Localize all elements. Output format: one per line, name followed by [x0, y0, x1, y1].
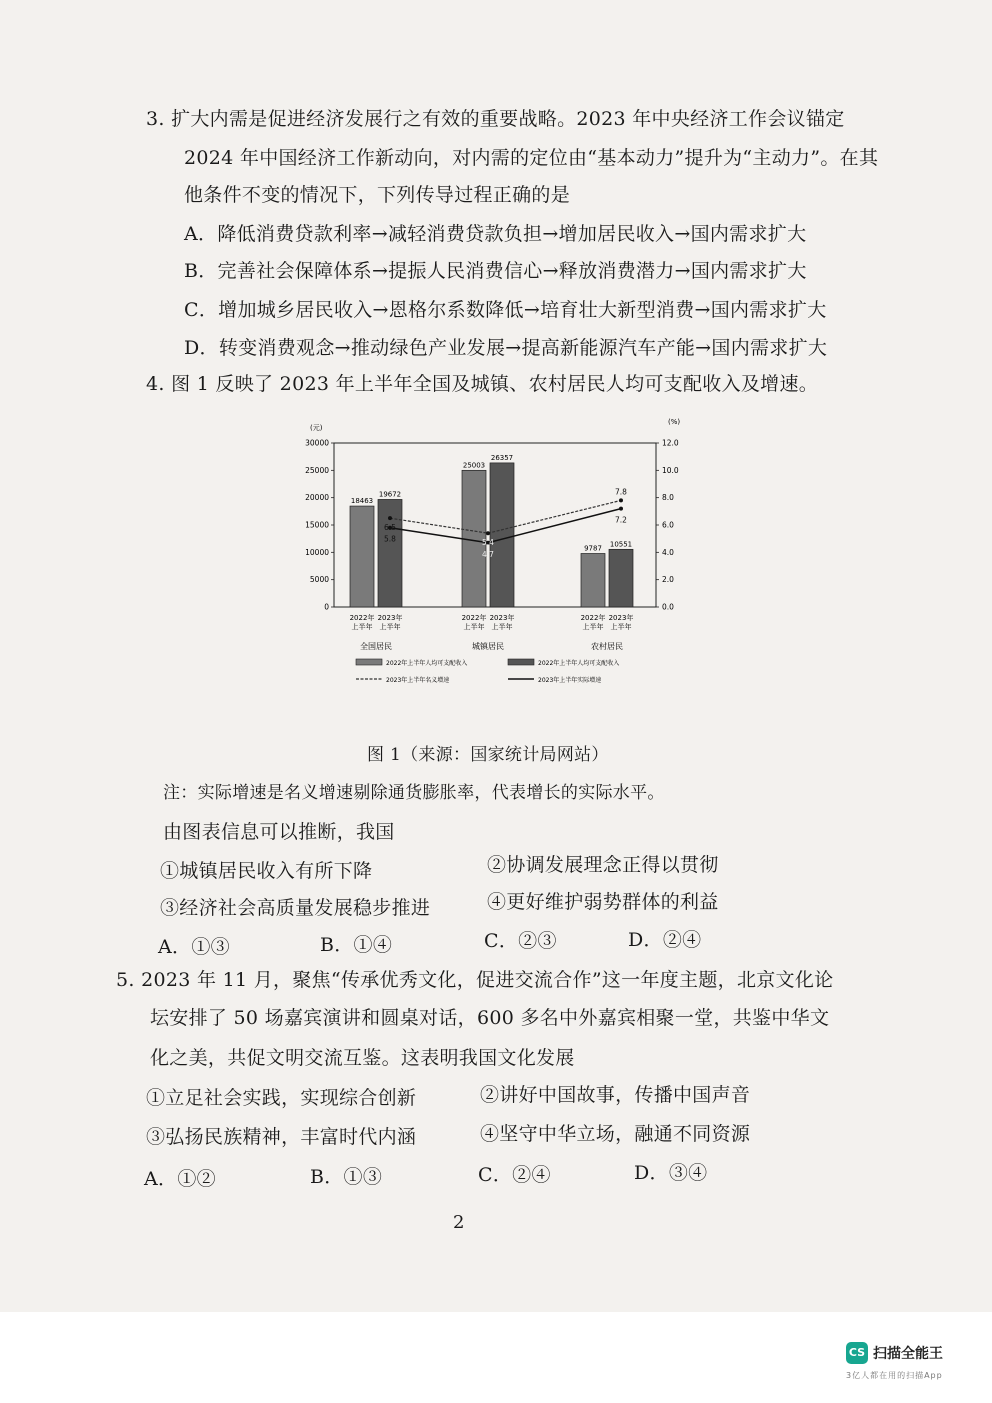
income-bar: [490, 463, 514, 607]
left-axis-tick-label: 25000: [305, 465, 329, 475]
q4-item-1: ①城镇居民收入有所下降: [160, 860, 373, 882]
growth-point: [486, 531, 490, 535]
bar-half-year-label: 上半年: [582, 623, 604, 631]
q4-answer-a: A．①③: [158, 936, 230, 958]
q3-stem-line-1: 3. 扩大内需是促进经济发展行之有效的重要战略。2023 年中央经济工作会议锚定: [146, 108, 845, 130]
bar-value-label: 9787: [584, 544, 602, 553]
q4-item-4: ④更好维护弱势群体的利益: [487, 891, 719, 913]
group-label: 全国居民: [360, 642, 392, 651]
growth-value-label: 6.5: [384, 523, 396, 533]
group-label: 农村居民: [591, 642, 623, 651]
q5-answer-d: D．③④: [634, 1162, 708, 1184]
right-axis-unit: (%): [668, 418, 681, 426]
income-bar: [581, 553, 605, 607]
q5-item-3: ③弘扬民族精神，丰富时代内涵: [146, 1126, 417, 1148]
q4-item-3: ③经济社会高质量发展稳步推进: [160, 897, 431, 919]
right-axis-tick-label: 6.0: [662, 520, 674, 530]
bar-year-label: 2022年: [461, 614, 487, 622]
scanner-tagline: 3亿人都在用的扫描App: [846, 1371, 943, 1380]
q4-answer-b: B．①④: [320, 934, 393, 956]
legend-label-2022: 2022年上半年人均可支配收入: [386, 660, 468, 667]
legend-label-2023: 2022年上半年人均可支配收入: [538, 660, 620, 667]
group-label: 城镇居民: [472, 642, 504, 651]
income-bar: [609, 549, 633, 607]
income-bar: [350, 506, 374, 607]
legend-label-real: 2023年上半年实际增速: [538, 677, 602, 684]
legend-swatch-2023: [508, 659, 534, 665]
right-axis-tick-label: 12.0: [662, 438, 679, 448]
q5-stem-line-3: 化之美，共促文明交流互鉴。这表明我国文化发展: [150, 1047, 575, 1069]
bar-year-label: 2023年: [489, 614, 515, 622]
q4-answer-d: D．②④: [628, 929, 702, 951]
q3-option-d: D．转变消费观念→推动绿色产业发展→提高新能源汽车产能→国内需求扩大: [184, 337, 828, 359]
q3-option-c: C．增加城乡居民收入→恩格尔系数降低→培育壮大新型消费→国内需求扩大: [184, 299, 827, 321]
scanner-app-name: 扫描全能王: [873, 1346, 943, 1362]
growth-point: [619, 507, 623, 511]
bar-value-label: 10551: [609, 540, 633, 549]
q5-answer-a: A．①②: [144, 1168, 216, 1190]
left-axis-ticks: [305, 439, 334, 612]
bar-year-label: 2022年: [580, 614, 606, 622]
q4-stem: 4. 图 1 反映了 2023 年上半年全国及城镇、农村居民人均可支配收入及增速。: [146, 373, 819, 395]
bar-half-year-label: 上半年: [463, 623, 485, 631]
right-axis-tick-label: 10.0: [662, 465, 679, 475]
figure-caption: 图 1（来源：国家统计局网站）: [367, 745, 609, 765]
bar-half-year-label: 上半年: [379, 623, 401, 631]
q4-prompt: 由图表信息可以推断，我国: [163, 821, 395, 843]
bar-value-label: 19672: [378, 490, 402, 499]
bar-value-label: 25003: [462, 461, 486, 470]
q5-stem-line-1: 5. 2023 年 11 月，聚焦“传承优秀文化，促进交流合作”这一年度主题，北京文化论: [116, 969, 834, 991]
bar-year-label: 2022年: [349, 614, 375, 622]
left-axis-unit: (元): [310, 424, 323, 432]
growth-value-label: 7.8: [615, 487, 627, 497]
right-axis-tick-label: 4.0: [662, 547, 674, 557]
legend-label-nominal: 2023年上半年名义增速: [386, 677, 450, 684]
left-axis-tick-label: 5000: [309, 575, 329, 585]
q3-option-a: A．降低消费贷款利率→减轻消费贷款负担→增加居民收入→国内需求扩大: [184, 223, 807, 245]
growth-value-label: 4.7: [482, 549, 494, 559]
q3-stem-line-3: 他条件不变的情况下，下列传导过程正确的是: [184, 184, 571, 206]
bar-half-year-label: 上半年: [610, 623, 632, 631]
growth-value-label: 5.8: [384, 534, 396, 544]
right-axis-tick-label: 8.0: [662, 493, 674, 503]
right-axis-tick-label: 2.0: [662, 575, 674, 585]
growth-value-label: 5.4: [482, 538, 494, 548]
q4-item-2: ②协调发展理念正得以贯彻: [487, 854, 719, 876]
left-axis-tick-label: 15000: [305, 520, 329, 530]
growth-value-label: 7.2: [615, 515, 627, 525]
income-bar: [378, 499, 402, 607]
legend-swatch-2022: [356, 659, 382, 665]
right-axis-ticks: [656, 439, 679, 612]
growth-point: [619, 498, 623, 502]
left-axis-tick-label: 0: [324, 602, 329, 612]
q3-option-b: B．完善社会保障体系→提振人民消费信心→释放消费潜力→国内需求扩大: [184, 260, 807, 282]
left-axis-tick-label: 10000: [305, 547, 329, 557]
q5-item-4: ④坚守中华立场，融通不同资源: [480, 1123, 751, 1145]
group-labels: [350, 613, 634, 651]
bar-value-label: 26357: [490, 453, 514, 462]
q5-answer-b: B．①③: [310, 1166, 383, 1188]
income-chart: [296, 418, 696, 693]
bar-year-label: 2023年: [608, 614, 634, 622]
left-axis-tick-label: 20000: [305, 493, 329, 503]
q3-stem-line-2: 2024 年中国经济工作新动向，对内需的定位由“基本动力”提升为“主动力”。在其: [184, 147, 879, 169]
q5-item-2: ②讲好中国故事，传播中国声音: [480, 1084, 751, 1106]
bar-year-label: 2023年: [377, 614, 403, 622]
scanner-watermark: [846, 1340, 976, 1388]
bar-half-year-label: 上半年: [351, 623, 373, 631]
left-axis-tick-label: 30000: [305, 438, 329, 448]
q5-answer-c: C．②④: [478, 1164, 551, 1186]
camscanner-logo-icon: CS: [846, 1342, 868, 1364]
bar-value-label: 18463: [350, 497, 374, 506]
bar-half-year-label: 上半年: [491, 623, 513, 631]
right-axis-tick-label: 0.0: [662, 602, 674, 612]
page-number: 2: [453, 1212, 465, 1233]
growth-point: [388, 516, 392, 520]
q4-answer-c: C．②③: [484, 930, 557, 952]
q5-item-1: ①立足社会实践，实现综合创新: [146, 1087, 417, 1109]
q5-stem-line-2: 坛安排了 50 场嘉宾演讲和圆桌对话，600 多名中外嘉宾相聚一堂，共鉴中华文: [150, 1007, 830, 1029]
figure-note: 注：实际增速是名义增速剔除通货膨胀率，代表增长的实际水平。: [163, 783, 665, 803]
